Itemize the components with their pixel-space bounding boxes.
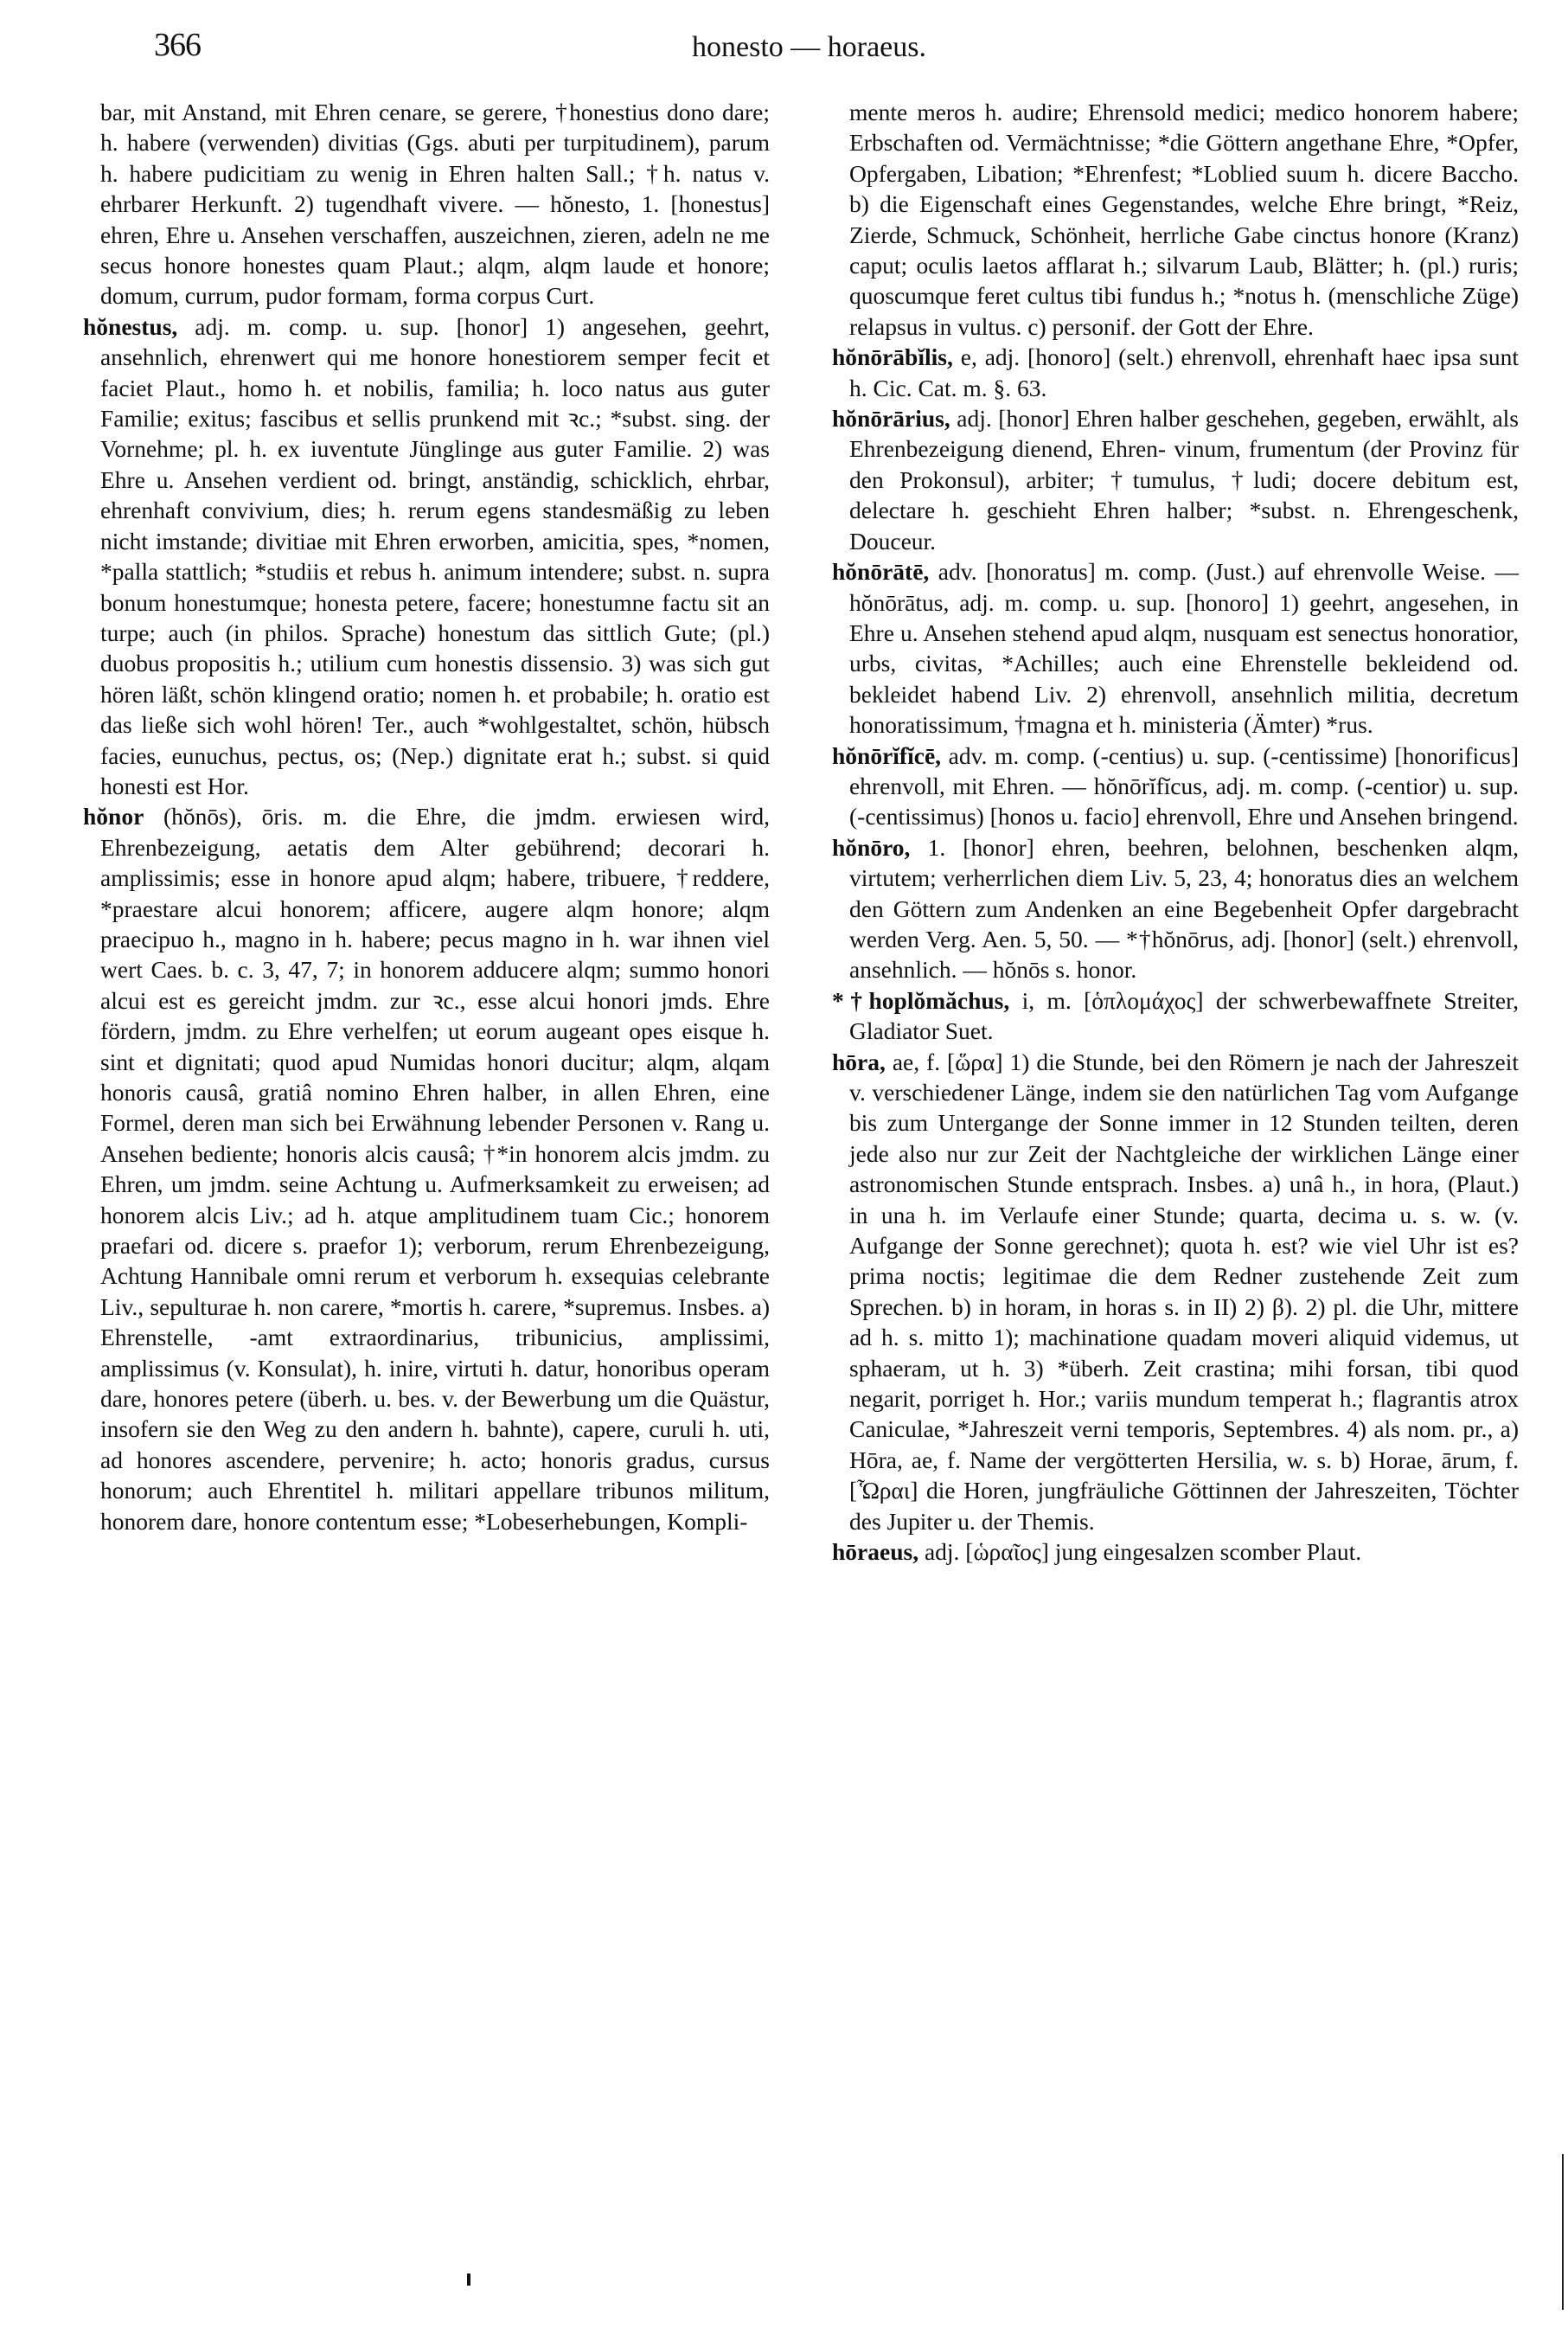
dictionary-entry [832,832,1519,985]
entry-headword: hŏnōrĭfĭcē, [832,741,942,769]
entry-text: adv. [honoratus] m. comp. (Just.) auf ehrenvolle Weise. — hŏnōrātus, adj. m. comp. u. sup. [honoro] 1) geehrt, angesehen, in Ehre u. Ansehen stehend apud alqm, nusquam est senectus honoratior, urbs, civitas, *Achilles; auch eine Ehrenstelle bekleidend od. bekleidet habend Liv. 2) ehrenvoll, ansehnlich militia, decretum honoratissimum, †magna et h. ministeria (Ämter) *rus. [849,558,1519,739]
entry-headword: hŏnōrābĭlis, [832,343,953,371]
entry-continuation [83,97,770,311]
entry-headword: hŏnōrārius, [832,405,950,433]
entry-text: mente meros h. audire; Ehrensold medici; medico honorem habere; Erbschaften od. Vermächtnisse; *die Göttern angethane Ehre, *Opfer, Opfergaben, Libation; *Ehrenfest; *Loblied suum h. dicere Baccho. b) die Eigenschaft eines Gegenstandes, welche Ehre bringt, *Reiz, Zierde, Schmuck, Schönheit, herrliche Gabe cinctus honore (Kranz) caput; oculis laetos afflarat h.; silvarum Laub, Blätter; h. (pl.) ruris; quoscumque feret cultus tibi fundus h.; *notus h. (menschliche Züge) relapsus in vultus. c) personif. der Gott der Ehre. [849,99,1519,340]
entry-text: (hŏnōs), ōris. m. die Ehre, die jmdm. erwiesen wird, Ehrenbezeigung, aetatis dem Alter gebührend; decorari h. amplissimis; esse in honore apud alqm; habere, tribuere, †reddere, *praestare alcui honorem; afficere, augere alqm honore; alqm praecipuo h., magno in h. habere; pecus magno in h. war ihnen viel wert Caes. b. c. 3, 47, 7; in honorem adducere alqm; summo honori alcui est es gereicht jmdm. zur ꝛc., esse alcui honori jmds. Ehre fördern, jmdm. zu Ehre verhelfen; ut eorum augeant opes eisque h. sint et dignitati; quod apud Numidas honori ducitur; alqm, alqam honoris causâ, gratiâ nomino Ehren halber, in allen Ehren, eine Formel, deren man sich bei Erwähnung lebender Personen v. Rang u. Ansehen bediente; honoris alcis causâ; †*in honorem alcis jmdm. zu Ehren, um jmdm. seine Achtung u. Aufmerksamkeit zu erweisen; ad honorem alcis Liv.; ad h. atque amplitudinem tuam Cic.; honorem praefari od. dicere s. praefor 1); verborum, rerum Ehrenbezeigung, Achtung Hannibale omni rerum et verborum h. exsequias celebrante Liv., sepulturae h. non carere, *mortis h. carere, *supremus. Insbes. a) Ehrenstelle, -amt extraordinarius, tribunicius, amplissimi, amplissimus (v. Konsulat), h. inire, virtuti h. datur, honoribus operam dare, honores petere (überh. u. bes. v. der Bewerbung um die Quästur, insofern sie den Weg zu den andern h. bahnte), capere, curuli h. uti, ad honores ascendere, pervenire; h. acto; honoris gradus, cursus honorum; auch Ehrentitel h. militari appellare tribunos militum, honorem dare, honore contentum esse; *Lobeserhebungen, Kompli- [100,803,770,1535]
entry-headword: hŏnestus, [83,312,178,340]
print-mark [467,2273,470,2286]
left-column [83,97,770,1568]
right-column [832,97,1519,1568]
entry-headword: *†hoplŏmăchus, [832,986,1010,1014]
entry-continuation [832,97,1519,342]
dictionary-entry [832,985,1519,1047]
dictionary-entry [832,403,1519,556]
entry-text: adv. m. comp. (-centius) u. sup. (-centissime) [honorificus] ehrenvoll, mit Ehren. — hŏnōrĭfĭcus, adj. m. comp. (-centior) u. sup. (-centissimus) [honos u. facio] ehrenvoll, Ehre und Ansehen bringend. [849,741,1519,831]
entry-headword: hŏnōrātē, [832,558,930,586]
dictionary-columns [83,97,1519,1568]
entry-headword: hŏnor [83,803,144,831]
dictionary-entry [832,556,1519,740]
entry-text: adj. [ὡραῖος] jung eingesalzen scomber Plaut. [924,1538,1362,1566]
entry-text: bar, mit Anstand, mit Ehren cenare, se gerere, †honestius dono dare; h. habere (verwenden) divitias (Ggs. abuti per turpitudinem), parum h. habere pudicitiam zu wenig in Ehren halten Sall.; †h. natus v. ehrbarer Herkunft. 2) tugendhaft vivere. — hŏnesto, 1. [honestus] ehren, Ehre u. Ansehen verschaffen, auszeichnen, zieren, adeln ne me secus honore honestes quam Plaut.; alqm, alqm laude et honore; domum, currum, pudor formam, forma corpus Curt. [100,99,770,310]
entry-text: 1. [honor] ehren, beehren, belohnen, beschenken alqm, virtutem; verherrlichen diem Liv. 5, 23, 4; honoratus dies an welchem den Göttern zum Andenken an eine Begebenheit Opfer dargebracht werden Verg. Aen. 5, 50. — *†hŏnōrus, adj. [honor] (selt.) ehrenvoll, ansehnlich. — hŏnōs s. honor. [849,833,1520,984]
entry-text: adj. m. comp. u. sup. [honor] 1) angesehen, geehrt, ansehnlich, ehrenwert qui me honore honestiorem semper fecit et faciet Plaut., homo h. et nobilis, familia; h. loco natus aus guter Familie; exitus; fascibus et sellis prunkend mit ꝛc.; *subst. sing. der Vornehme; pl. h. ex iuventute Jünglinge aus guter Familie. 2) was Ehre u. Ansehen verdient od. bringt, anständig, schicklich, ehrbar, ehrenhaft convivium, dies; h. rerum egens standesmäßig zu leben nicht imstande; divitiae mit Ehren erworben, amicitia, spes, *nomen, *palla stattlich; *studiis et rebus h. animum intendere; subst. n. supra bonum honestumque; honesta petere, facere; honestumne factu sit an turpe; auch (in philos. Sprache) honestum das sittlich Gute; (pl.) duobus propositis h.; utilium cum honestis dissensio. 3) was sich gut hören läßt, schön klingend oratio; nomen h. et probabile; h. oratio est das ließe sich wohl hören! Ter., auch *wohlgestaltet, schön, hübsch facies, eunuchus, pectus, os; (Nep.) dignitate erat h.; subst. si quid honesti est Hor. [100,312,771,799]
entry-headword: hŏnōro, [832,833,911,861]
dictionary-entry [832,1536,1519,1567]
entry-headword: hōra, [832,1048,886,1075]
entry-headword: hōraeus, [832,1538,919,1566]
dictionary-entry [832,342,1519,403]
dictionary-entry [832,1047,1519,1537]
dictionary-entry [83,801,770,1536]
entry-text: e, adj. [honoro] (selt.) ehrenvoll, ehrenhaft haec ipsa sunt h. Cic. Cat. m. §. 63. [849,343,1520,401]
running-head: honesto — horaeus. [692,31,927,63]
entry-text: i, m. [ὁπλομάχος] der schwerbewaffnete Streiter, Gladiator Suet. [849,986,1520,1045]
dictionary-entry [832,741,1519,832]
entry-text: adj. [honor] Ehren halber geschehen, gegeben, erwählt, als Ehrenbezeigung dienend, Ehren- vinum, frumentum (der Provinz für den Prokonsul), arbiter; †tumulus, †ludi; docere debitum est, delectare h. geschieht Ehren halber; *subst. n. Ehrengeschenk, Douceur. [849,405,1520,555]
page-number: 366 [154,27,201,63]
dictionary-entry [83,311,770,802]
page-edge-line [1562,2154,1564,2310]
entry-text: ae, f. [ὥρα] 1) die Stunde, bei den Römern je nach der Jahreszeit v. verschiedener Länge, indem sie den natürlichen Tag vom Aufgange bis zum Untergange der Sonne immer in 12 Stunden teilten, deren jede also nur zur Zeit der Nachtgleiche der wirklichen Länge einer astronomischen Stunde entsprach. Insbes. a) unâ h., in hora, (Plaut.) in una h. im Verlaufe einer Stunde; quarta, decima u. s. w. (v. Aufgange der Sonne gerechnet); quota h. est? wie viel Uhr ist es? prima noctis; legitimae die dem Redner zustehende Zeit zum Sprechen. b) in horam, in horas s. in II) 2) β). 2) pl. die Uhr, mittere ad h. s. mitto 1); machinatione quadam moveri aliquid videmus, ut sphaeram, ut h. 3) *überh. Zeit crastina; mihi forsan, tibi quod negarit, porriget h. Hor.; variis mundum temperat h.; flagrantis atrox Caniculae, *Jahreszeit verni temporis, Septembres. 4) als nom. pr., a) Hōra, ae, f. Name der vergötterten Hersilia, w. s. b) Horae, ārum, f. [Ὧραι] die Horen, jungfräuliche Göttinnen der Jahreszeiten, Töchter des Jupiter u. der Themis. [849,1048,1519,1535]
